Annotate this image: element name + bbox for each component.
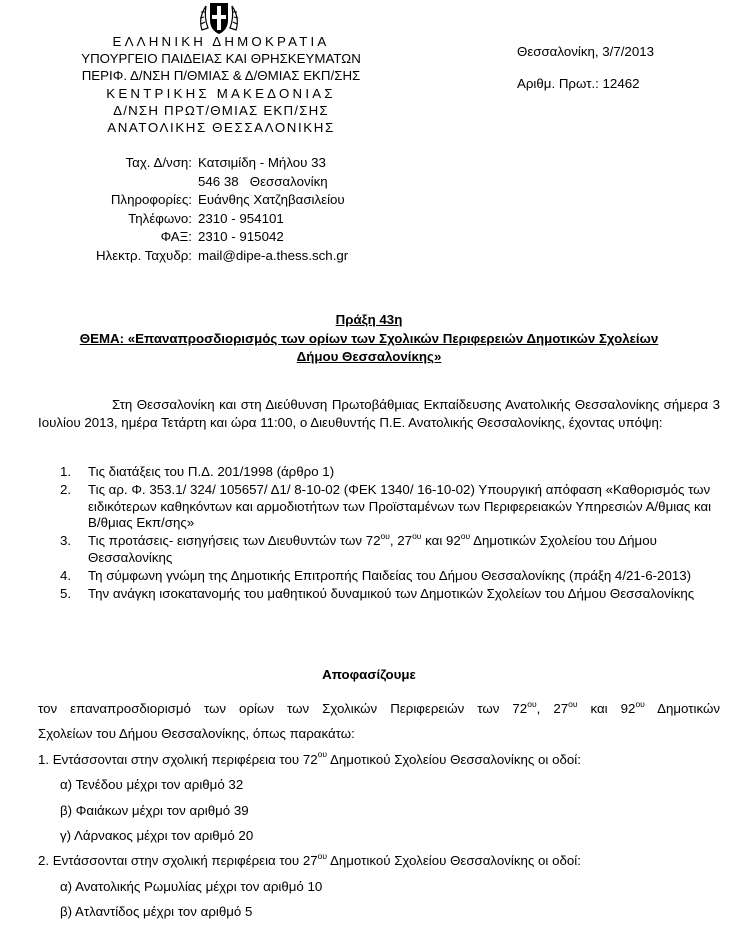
place-and-date: Θεσσαλονίκη, 3/7/2013 bbox=[517, 44, 655, 59]
item-number: 4. bbox=[60, 567, 72, 583]
text-segment: Δημοτικών bbox=[644, 701, 720, 716]
text-segment: Τις προτάσεις- εισηγήσεις των Διευθυντών των 72 bbox=[88, 533, 381, 549]
item-number: 3. bbox=[60, 533, 72, 549]
text-segment: , 27 bbox=[536, 701, 569, 716]
decision-lead bbox=[38, 696, 720, 721]
ordinal-suffix: ου bbox=[635, 698, 645, 709]
text-segment: Δημοτικού Σχολείου Θεσσαλονίκης οι οδοί: bbox=[327, 853, 581, 869]
list-item bbox=[60, 530, 720, 567]
decision-lead-continued: Σχολείων του Δήμου Θεσσαλονίκης, όπως παρακάτω: bbox=[38, 726, 355, 742]
ordinal-suffix: ου bbox=[317, 851, 328, 862]
text-segment: Δημοτικών Σχολείου του Δήμου Θεσσαλονίκης bbox=[88, 533, 657, 565]
decision-heading: Αποφασίζουμε bbox=[322, 667, 416, 682]
list-item bbox=[60, 464, 720, 481]
street-item: α) Ανατολικής Ρωμυλίας μέχρι τον αριθμό 10 bbox=[60, 878, 323, 894]
ordinal-suffix: ου bbox=[460, 530, 471, 541]
street-item: β) Ατλαντίδος μέχρι τον αριθμό 5 bbox=[60, 904, 253, 920]
contact-row bbox=[60, 247, 348, 266]
decision-body bbox=[38, 696, 720, 925]
item-number: 5. bbox=[60, 585, 72, 601]
list-item bbox=[60, 482, 720, 532]
item-number: 2. bbox=[60, 481, 72, 497]
text-segment: 1. Εντάσσονται στην σχολική περιφέρεια του 72 bbox=[38, 751, 318, 767]
item-text: Τη σύμφωνη γνώμη της Δημοτικής Επιτροπής Παιδείας του Δήμου Θεσσαλονίκης (πράξη 4/21-6-2013) bbox=[88, 567, 692, 583]
item-text: Τις διατάξεις του Π.Δ. 201/1998 (άρθρο 1) bbox=[88, 464, 335, 479]
contact-label: ΦΑΞ: bbox=[160, 229, 192, 245]
contact-label: Πληροφορίες: bbox=[110, 192, 192, 208]
ordinal-suffix: ου bbox=[527, 698, 537, 709]
issuing-authority-block bbox=[56, 33, 386, 136]
decision-point bbox=[38, 848, 720, 873]
contact-row bbox=[60, 210, 348, 229]
text-segment: τον επαναπροσδιορισμό των ορίων των Σχολικών Περιφερειών των 72 bbox=[38, 701, 528, 716]
street-item: β) Φαιάκων μέχρι τον αριθμό 39 bbox=[60, 802, 249, 818]
act-number: Πράξη 43η bbox=[335, 312, 403, 327]
text-segment: , 27 bbox=[389, 533, 413, 549]
hellenic-republic-emblem-icon bbox=[194, 0, 244, 36]
list-item bbox=[60, 586, 720, 603]
subject-line: ΘΕΜΑ: «Επαναπροσδιορισμός των ορίων των Σχολικών Περιφερειών Δημοτικών Σχολείων bbox=[79, 331, 659, 346]
text-segment: και 92 bbox=[421, 533, 461, 549]
protocol-number: Αριθμ. Πρωτ.: 12462 bbox=[517, 76, 640, 91]
contact-label: Ταχ. Δ/νση: bbox=[125, 155, 192, 170]
ordinal-suffix: ου bbox=[412, 530, 422, 541]
text-segment: 2. Εντάσσονται στην σχολική περιφέρεια του 27 bbox=[38, 853, 318, 869]
contact-label: Ηλεκτρ. Ταχυδρ: bbox=[95, 247, 192, 263]
decision-point bbox=[38, 747, 720, 772]
considerations-list bbox=[60, 464, 720, 603]
item-text bbox=[88, 530, 720, 567]
contact-label: Τηλέφωνο: bbox=[128, 210, 192, 226]
contact-value: 546 38 Θεσσαλονίκη bbox=[198, 173, 328, 189]
text-segment: Δημοτικού Σχολείου Θεσσαλονίκης οι οδοί: bbox=[327, 751, 581, 767]
subject-line: Δήμου Θεσσαλονίκης» bbox=[296, 349, 442, 364]
contact-label bbox=[60, 173, 198, 192]
street-item: α) Τενέδου μέχρι τον αριθμό 32 bbox=[60, 777, 244, 793]
street-item: γ) Λάρνακος μέχρι τον αριθμό 20 bbox=[60, 828, 254, 844]
contact-row bbox=[60, 228, 348, 247]
contact-email[interactable]: mail@dipe-a.thess.sch.gr bbox=[198, 247, 349, 263]
contact-value: Ευάνθης Χατζηβασιλείου bbox=[198, 192, 345, 208]
contact-row bbox=[60, 173, 348, 192]
agency-line: ΠΕΡΙΦ. Δ/ΝΣΗ Π/ΘΜΙΑΣ & Δ/ΘΜΙΑΣ ΕΚΠ/ΣΗΣ bbox=[81, 68, 361, 84]
agency-line: ΕΛΛΗΝΙΚΗ ΔΗΜΟΚΡΑΤΙΑ bbox=[112, 34, 330, 49]
intro-paragraph bbox=[38, 396, 720, 431]
agency-line: ΥΠΟΥΡΓΕΙΟ ΠΑΙΔΕΙΑΣ ΚΑΙ ΘΡΗΣΚΕΥΜΑΤΩΝ bbox=[81, 51, 361, 67]
contact-value: 2310 - 915042 bbox=[198, 229, 284, 245]
agency-line: ΚΕΝΤΡΙΚΗΣ ΜΑΚΕΔΟΝΙΑΣ bbox=[106, 85, 336, 101]
item-text: Την ανάγκη ισοκατανομής του μαθητικού δυναμικού των Δημοτικών Σχολείων του Δήμου Θεσσαλονίκης bbox=[88, 585, 695, 601]
list-item bbox=[60, 568, 720, 585]
contact-row bbox=[60, 191, 348, 210]
ordinal-suffix: ου bbox=[317, 749, 328, 760]
text-segment: και 92 bbox=[577, 701, 636, 716]
ordinal-suffix: ου bbox=[380, 530, 390, 541]
agency-line: ΑΝΑΤΟΛΙΚΗΣ ΘΕΣΣΑΛΟΝΙΚΗΣ bbox=[107, 120, 335, 136]
intro-text: Στη Θεσσαλονίκη και στη Διεύθυνση Πρωτοβάθμιας Εκπαίδευσης Ανατολικής Θεσσαλονίκης σήμερα 3 Ιουλίου 2013, ημέρα Τετάρτη και ώρα 11:00, ο Διευθυντής Π.Ε. Ανατολικής Θεσσαλονίκης, έχοντας υπόψη: bbox=[38, 397, 720, 430]
item-number: 1. bbox=[60, 464, 72, 479]
contact-value: 2310 - 954101 bbox=[198, 210, 284, 226]
contact-details bbox=[60, 154, 348, 266]
contact-value: Κατσιμίδη - Μήλου 33 bbox=[198, 155, 326, 170]
contact-row bbox=[60, 154, 348, 173]
ordinal-suffix: ου bbox=[568, 698, 578, 709]
agency-line: Δ/ΝΣΗ ΠΡΩΤ/ΘΜΙΑΣ ΕΚΠ/ΣΗΣ bbox=[113, 102, 329, 118]
item-text: Τις αρ. Φ. 353.1/ 324/ 105657/ Δ1/ 8-10-02 (ΦΕΚ 1340/ 16-10-02) Υπουργική απόφαση «Καθορισμός των ειδικότερων καθηκόντων και αρμοδιοτήτων των Προϊσταμένων των Περιφερειακών Υπηρεσιών Α/θμιας και Β/θμιας Εκπ/σης» bbox=[88, 481, 712, 531]
